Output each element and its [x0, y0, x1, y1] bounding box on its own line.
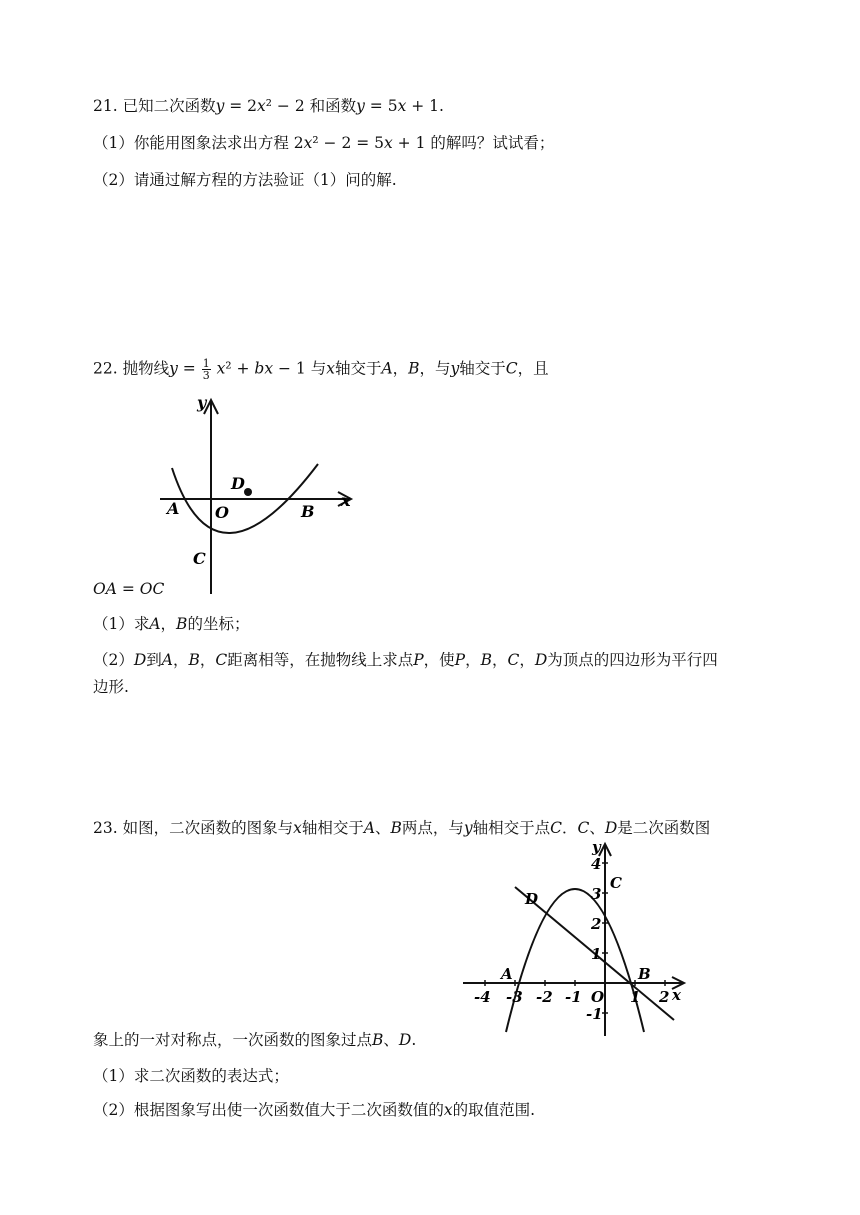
- q21-stem: 21. 已知二次函数𝑦 = 2𝑥² − 2 和函数𝑦 = 5𝑥 + 1.: [93, 97, 444, 115]
- q23-part2: （2）根据图象写出使一次函数值大于二次函数值的𝑥的取值范围.: [93, 1101, 536, 1119]
- q22-label-C: C: [193, 549, 206, 568]
- q22-stem-b: 𝑥² + 𝑏𝑥 − 1 与𝑥轴交于𝐴，𝐵，与𝑦轴交于𝐶，且: [216, 359, 549, 378]
- q22-stem-a: 22. 抛物线𝑦 =: [93, 359, 196, 378]
- q23-part1: （1）求二次函数的表达式；: [93, 1067, 289, 1085]
- q23-ytick-1: 1: [591, 945, 602, 963]
- q23-label-y: y: [592, 840, 601, 856]
- q23-xtick-m3: -3: [506, 988, 523, 1006]
- q22-parabola-figure: [155, 388, 365, 598]
- q22-frac-den: 3: [202, 369, 210, 382]
- q23-xtick-1: 1: [630, 988, 641, 1006]
- q22-label-A: A: [167, 499, 180, 518]
- q22-stem: [93, 358, 549, 381]
- q23-xtick-m1: -1: [565, 988, 582, 1006]
- q23-ytick-4: 4: [591, 855, 602, 873]
- q22-label-x: x: [341, 491, 351, 510]
- q23-xtick-m4: -4: [474, 988, 491, 1006]
- q23-label-B: B: [638, 965, 651, 983]
- q23-xtick-2: 2: [659, 988, 670, 1006]
- q23-label-C: C: [610, 874, 622, 892]
- q23-xtick-m2: -2: [536, 988, 553, 1006]
- q22-part2-line1: （2）𝐷到𝐴，𝐵，𝐶距离相等，在抛物线上求点𝑃，使𝑃，𝐵，𝐶，𝐷为顶点的四边形为平行四: [93, 651, 718, 669]
- q23-ytick-3: 3: [591, 885, 602, 903]
- q23-graph-figure: [460, 840, 690, 1040]
- q23-stem-cont: 象上的一对对称点，一次函数的图象过点𝐵、𝐷.: [93, 1031, 417, 1049]
- q22-part1: （1）求𝐴，𝐵的坐标；: [93, 615, 250, 633]
- q23-label-A: A: [501, 965, 513, 983]
- q23-stem: 23. 如图，二次函数的图象与𝑥轴相交于𝐴、𝐵两点，与𝑦轴相交于点𝐶．𝐶、𝐷是二次函数图: [93, 819, 711, 837]
- q22-label-O: O: [215, 503, 229, 522]
- q22-fraction: [202, 358, 211, 381]
- q22-label-B: B: [301, 502, 315, 521]
- q22-label-D: D: [231, 474, 245, 493]
- q23-ytick-2: 2: [591, 915, 602, 933]
- q22-part2-line2: 边形.: [93, 678, 129, 696]
- q22-condition: 𝑂𝐴 = 𝑂𝐶: [93, 580, 165, 598]
- q23-label-D: D: [525, 890, 539, 908]
- q22-label-y: y: [197, 393, 207, 412]
- q23-ytick-m1: -1: [586, 1005, 603, 1023]
- q23-label-O: O: [591, 988, 605, 1006]
- q21-part2: （2）请通过解方程的方法验证（1）问的解.: [93, 171, 397, 189]
- q21-part1: （1）你能用图象法求出方程 2𝑥² − 2 = 5𝑥 + 1 的解吗？试试看；: [93, 134, 555, 152]
- q22-frac-num: 1: [202, 357, 210, 370]
- q23-label-x: x: [672, 986, 681, 1004]
